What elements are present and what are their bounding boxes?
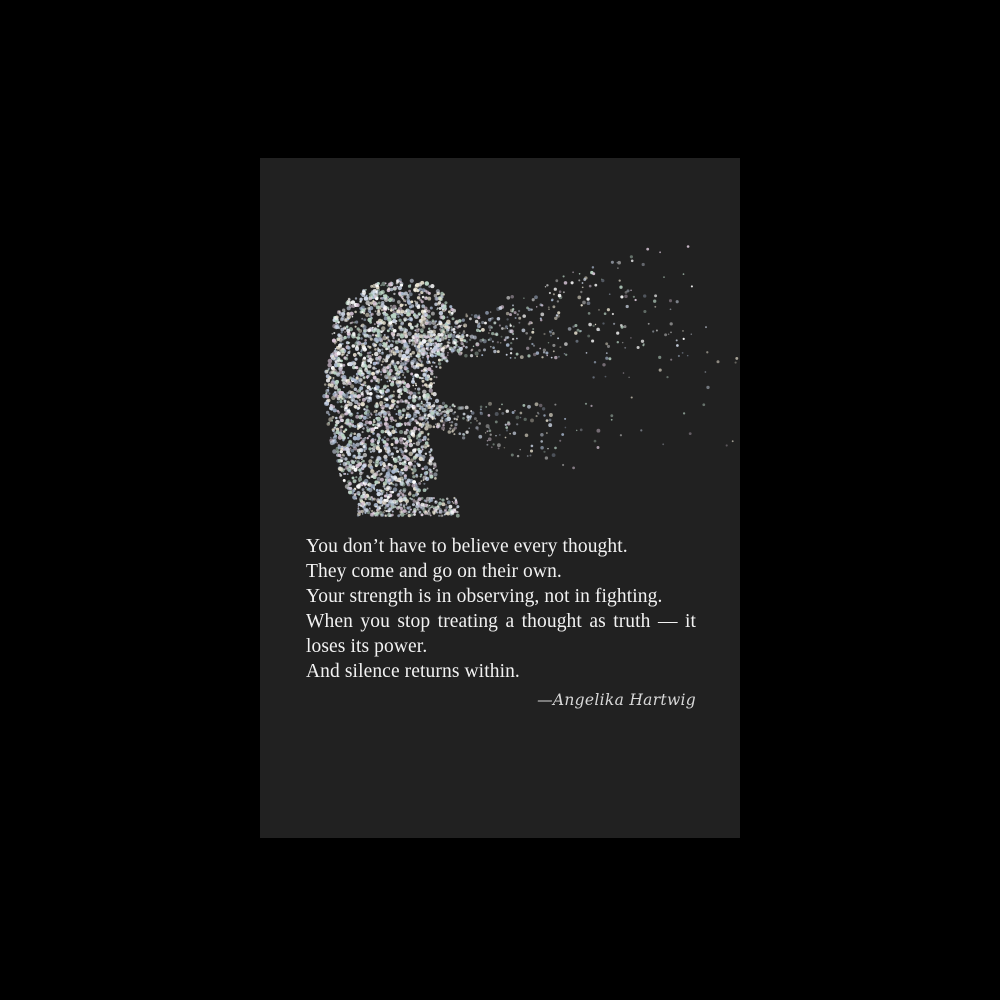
quote-attribution: —Angelika Hartwig: [537, 691, 696, 709]
quote-line: Your strength is in observing, not in fighting.: [306, 586, 663, 607]
quote-block: [306, 534, 696, 709]
dissolving-head-particles-icon: [260, 198, 740, 558]
quote-line: And silence returns within.: [306, 661, 520, 682]
quote-poster: [260, 158, 740, 838]
quote-line: When you stop treating a thought as truth — it loses its power.: [306, 611, 696, 657]
quote-line: You don’t have to believe every thought.: [306, 536, 628, 557]
quote-line: They come and go on their own.: [306, 561, 562, 582]
